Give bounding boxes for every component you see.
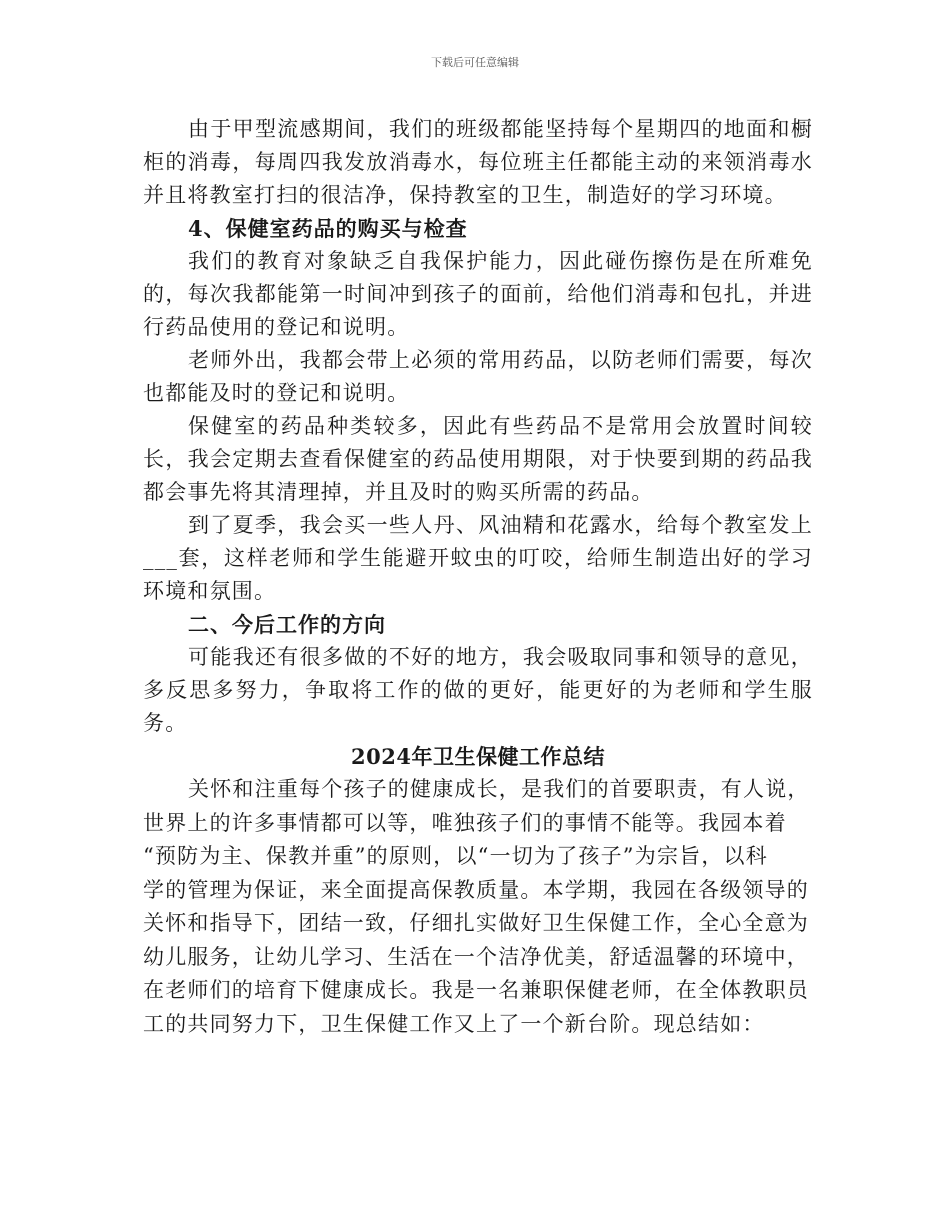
paragraph-first-aid: 我们的教育对象缺乏自我保护能力，因此碰伤擦伤是在所难免的，每次我都能第一时间冲到孩子的面前，给他们消毒和包扎，并进行药品使用的登记和说明。 — [143, 249, 813, 339]
paragraph-summer-supplies: 到了夏季，我会买一些人丹、风油精和花露水，给每个教室发上___套，这样老师和学生能避开蚊虫的叮咬，给师生制造出好的学习环境和氛围。 — [143, 513, 813, 603]
paragraph-summary — [143, 773, 813, 1041]
document-body — [143, 113, 813, 1041]
paragraph-improvement: 可能我还有很多做的不好的地方，我会吸取同事和领导的意见，多反思多努力，争取将工作的做的更好，能更好的为老师和学生服务。 — [143, 645, 813, 735]
heading-medicine: 4、保健室药品的购买与检查 — [188, 216, 468, 241]
summary-line: 学的管理为保证，来全面提高保教质量。本学期，我园在各级领导的 — [143, 877, 809, 902]
section-title: 2024年卫生保健工作总结 — [351, 744, 605, 769]
paragraph-disinfection: 由于甲型流感期间，我们的班级都能坚持每个星期四的地面和橱柜的消毒，每周四我发放消毒水，每位班主任都能主动的来领消毒水并且将教室打扫的很洁净，保持教室的卫生，制造好的学习环境。 — [143, 117, 813, 207]
page-header: 下载后可任意编辑 — [431, 56, 519, 69]
summary-line: 幼儿服务，让幼儿学习、生活在一个洁净优美，舒适温馨的环境中， — [143, 944, 809, 969]
summary-line: “预防为主、保教并重”的原则，以“一切为了孩子”为宗旨，以科 — [143, 844, 768, 868]
summary-line: 关怀和注重每个孩子的健康成长，是我们的首要职责，有人说， — [188, 777, 810, 801]
summary-line: 在老师们的培育下健康成长。我是一名兼职保健老师，在全体教职员 — [143, 978, 809, 1002]
summary-line: 世界上的许多事情都可以等，唯独孩子们的事情不能等。我园本着 — [143, 810, 787, 835]
heading-future-direction: 二、今后工作的方向 — [188, 612, 386, 637]
summary-line: 工的共同努力下，卫生保健工作又上了一个新台阶。现总结如： — [143, 1011, 765, 1036]
paragraph-outing-medicine: 老师外出，我都会带上必须的常用药品，以防老师们需要，每次也都能及时的登记和说明。 — [143, 348, 813, 405]
summary-line: 关怀和指导下，团结一致，仔细扎实做好卫生保健工作，全心全意为 — [143, 911, 809, 935]
paragraph-medicine-check: 保健室的药品种类较多，因此有些药品不是常用会放置时间较长，我会定期去查看保健室的药品使用期限，对于快要到期的药品我都会事先将其清理掉，并且及时的购买所需的药品。 — [143, 414, 813, 504]
